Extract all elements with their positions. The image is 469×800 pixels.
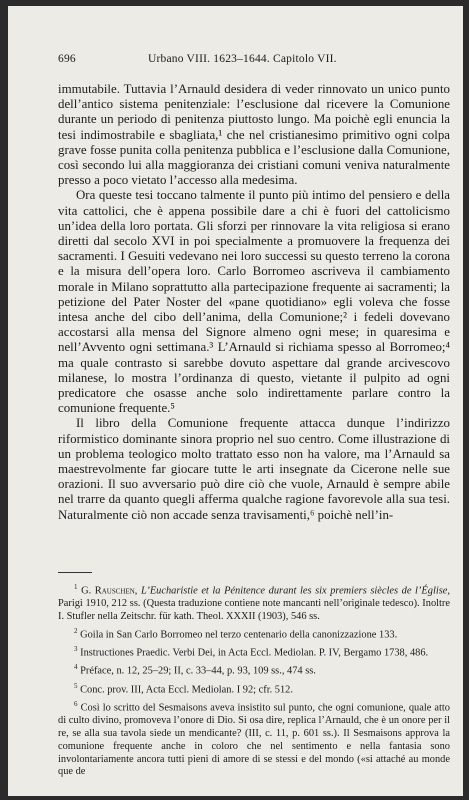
paragraph: immutabile. Tuttavia l’Arnauld desidera di veder rinnovato un unico punto dell’antico sistema penitenziale: l’esclusione dal ricevere la Comunione durante un periodo di penitenza piuttosto lungo. Ma poichè egli enuncia la tesi indimostrabile e sbagliata,¹ che nel cristianesimo primitivo ogni colpa grave fosse punita colla penitenza pubblica e l’esclusione dalla Comunione, così secondo lui alla maggioranza dei cristiani comuni veniva naturalmente presso a poco vietato l’accesso alla medesima.: [58, 82, 450, 188]
footnote-title: L’Eucharistie et la Pénitence durant les six premiers siècles de l’Église,: [140, 585, 450, 597]
footnote-text: Goila in San Carlo Borromeo nel terzo centenario della canonizzazione 133.: [80, 629, 398, 641]
footnote-text: Préface, n. 12, 25–29; II, c. 33–44, p. 93, 109 ss., 474 ss.: [80, 665, 316, 677]
footnote: [58, 643, 450, 660]
footnote-mark: 1: [74, 583, 78, 591]
footnote: [58, 698, 450, 779]
main-text: [58, 82, 450, 523]
footnote: [58, 661, 450, 678]
footnote-text: Conc. prov. III, Acta Eccl. Mediolan. I 92; cfr. 512.: [80, 684, 293, 696]
paragraph: Il libro della Comunione frequente attacca dunque l’indirizzo riformistico dominante sinora proprio nel suo centro. Come illustrazione di un problema teologico molto trattato esso non ha valore, ma l’Arnauld sa maestrevolmente far giocare tutte le arti insegnate da Cicerone nelle sue orazioni. Il suo avversario può dire ciò che vuole, Arnauld è sempre abile nel trarre da quanto quegli afferma qualche ragione favorevole alla sua tesi. Naturalmente ciò non accade senza travisamenti,⁶ poichè nell’in-: [58, 416, 450, 522]
footnote-separator: [58, 572, 92, 573]
running-header: [58, 53, 450, 69]
footnote-mark: 4: [74, 663, 78, 672]
footnote-text: Instructiones Praedic. Verbi Dei, in Acta Eccl. Mediolan. P. IV, Bergamo 1738, 486.: [80, 647, 429, 659]
footnote-text: Parigi 1910, 212 ss. (Questa traduzione contiene note mancanti nell’originale tedesco). Inoltre I. Stufler nella Zeitschr. für kath. Theol. XXXII (1903), 546 ss.: [58, 598, 450, 623]
footnote-mark: 3: [74, 645, 78, 654]
footnote-mark: 5: [74, 681, 78, 690]
book-page: [8, 6, 463, 796]
paragraph: Ora queste tesi toccano talmente il punto più intimo del pensiero e della vita cattolici, che è appena possibile dare a chi è fuori del cattolicismo un’idea della loro portata. Gli sforzi per rinnovare la vita religiosa si erano diretti dal secolo XVI in poi specialmente a promuovere la frequenza dei sacramenti. I Gesuiti vedevano nei loro successi su questo terreno la corona e la misura dell’opera loro. Carlo Borromeo ascriveva il cambiamento morale in Milano soprattutto alla partecipazione frequente ai sacramenti; la petizione del Pater Noster del «pane quotidiano» egli voleva che fosse intesa anche del cibo dell’anima, della Comunione;² i fedeli dovevano accostarsi alla mensa del Signore almeno ogni mese; in quaresima e nell’Avvento ogni settimana.³ L’Arnauld si richiama spesso al Borromeo;⁴ ma quale contrasto si sarebbe dovuto aspettare dal grande arcivescovo milanese, lo mostra l’ordinanza di questo, vietante il pulpito ad ogni predicatore che osasse anche solo indirettamente parlare contro la comunione frequente.⁵: [58, 188, 450, 416]
footnote-mark: 2: [74, 626, 78, 635]
running-title: Urbano VIII. 1623–1644. Capitolo VII.: [148, 53, 337, 65]
footnote: [58, 581, 450, 624]
footnote: [58, 680, 450, 697]
footnote-author: G. Rauschen,: [81, 585, 138, 597]
footnotes: [58, 581, 450, 780]
page-number: 696: [58, 53, 76, 65]
footnote-mark: 6: [74, 699, 78, 708]
footnote: [58, 625, 450, 642]
footnote-text: Così lo scritto del Sesmaisons aveva insistito sul punto, che ogni comunione, quale atto di culto divino, promoveva l’onore di Dio. Si osa dire, replica l’Arnauld, che è un onore per il re, se alla sua tavola siede un mendicante? (III, c. 11, p. 601 ss.). Il Sesmaisons approva la comunione frequente anche in coloro che nel sentimento e nella fantasia sono involontariamente ancora tutti pieni di amore di se stessi e del mondo («si attaché au monde que de: [58, 702, 450, 778]
